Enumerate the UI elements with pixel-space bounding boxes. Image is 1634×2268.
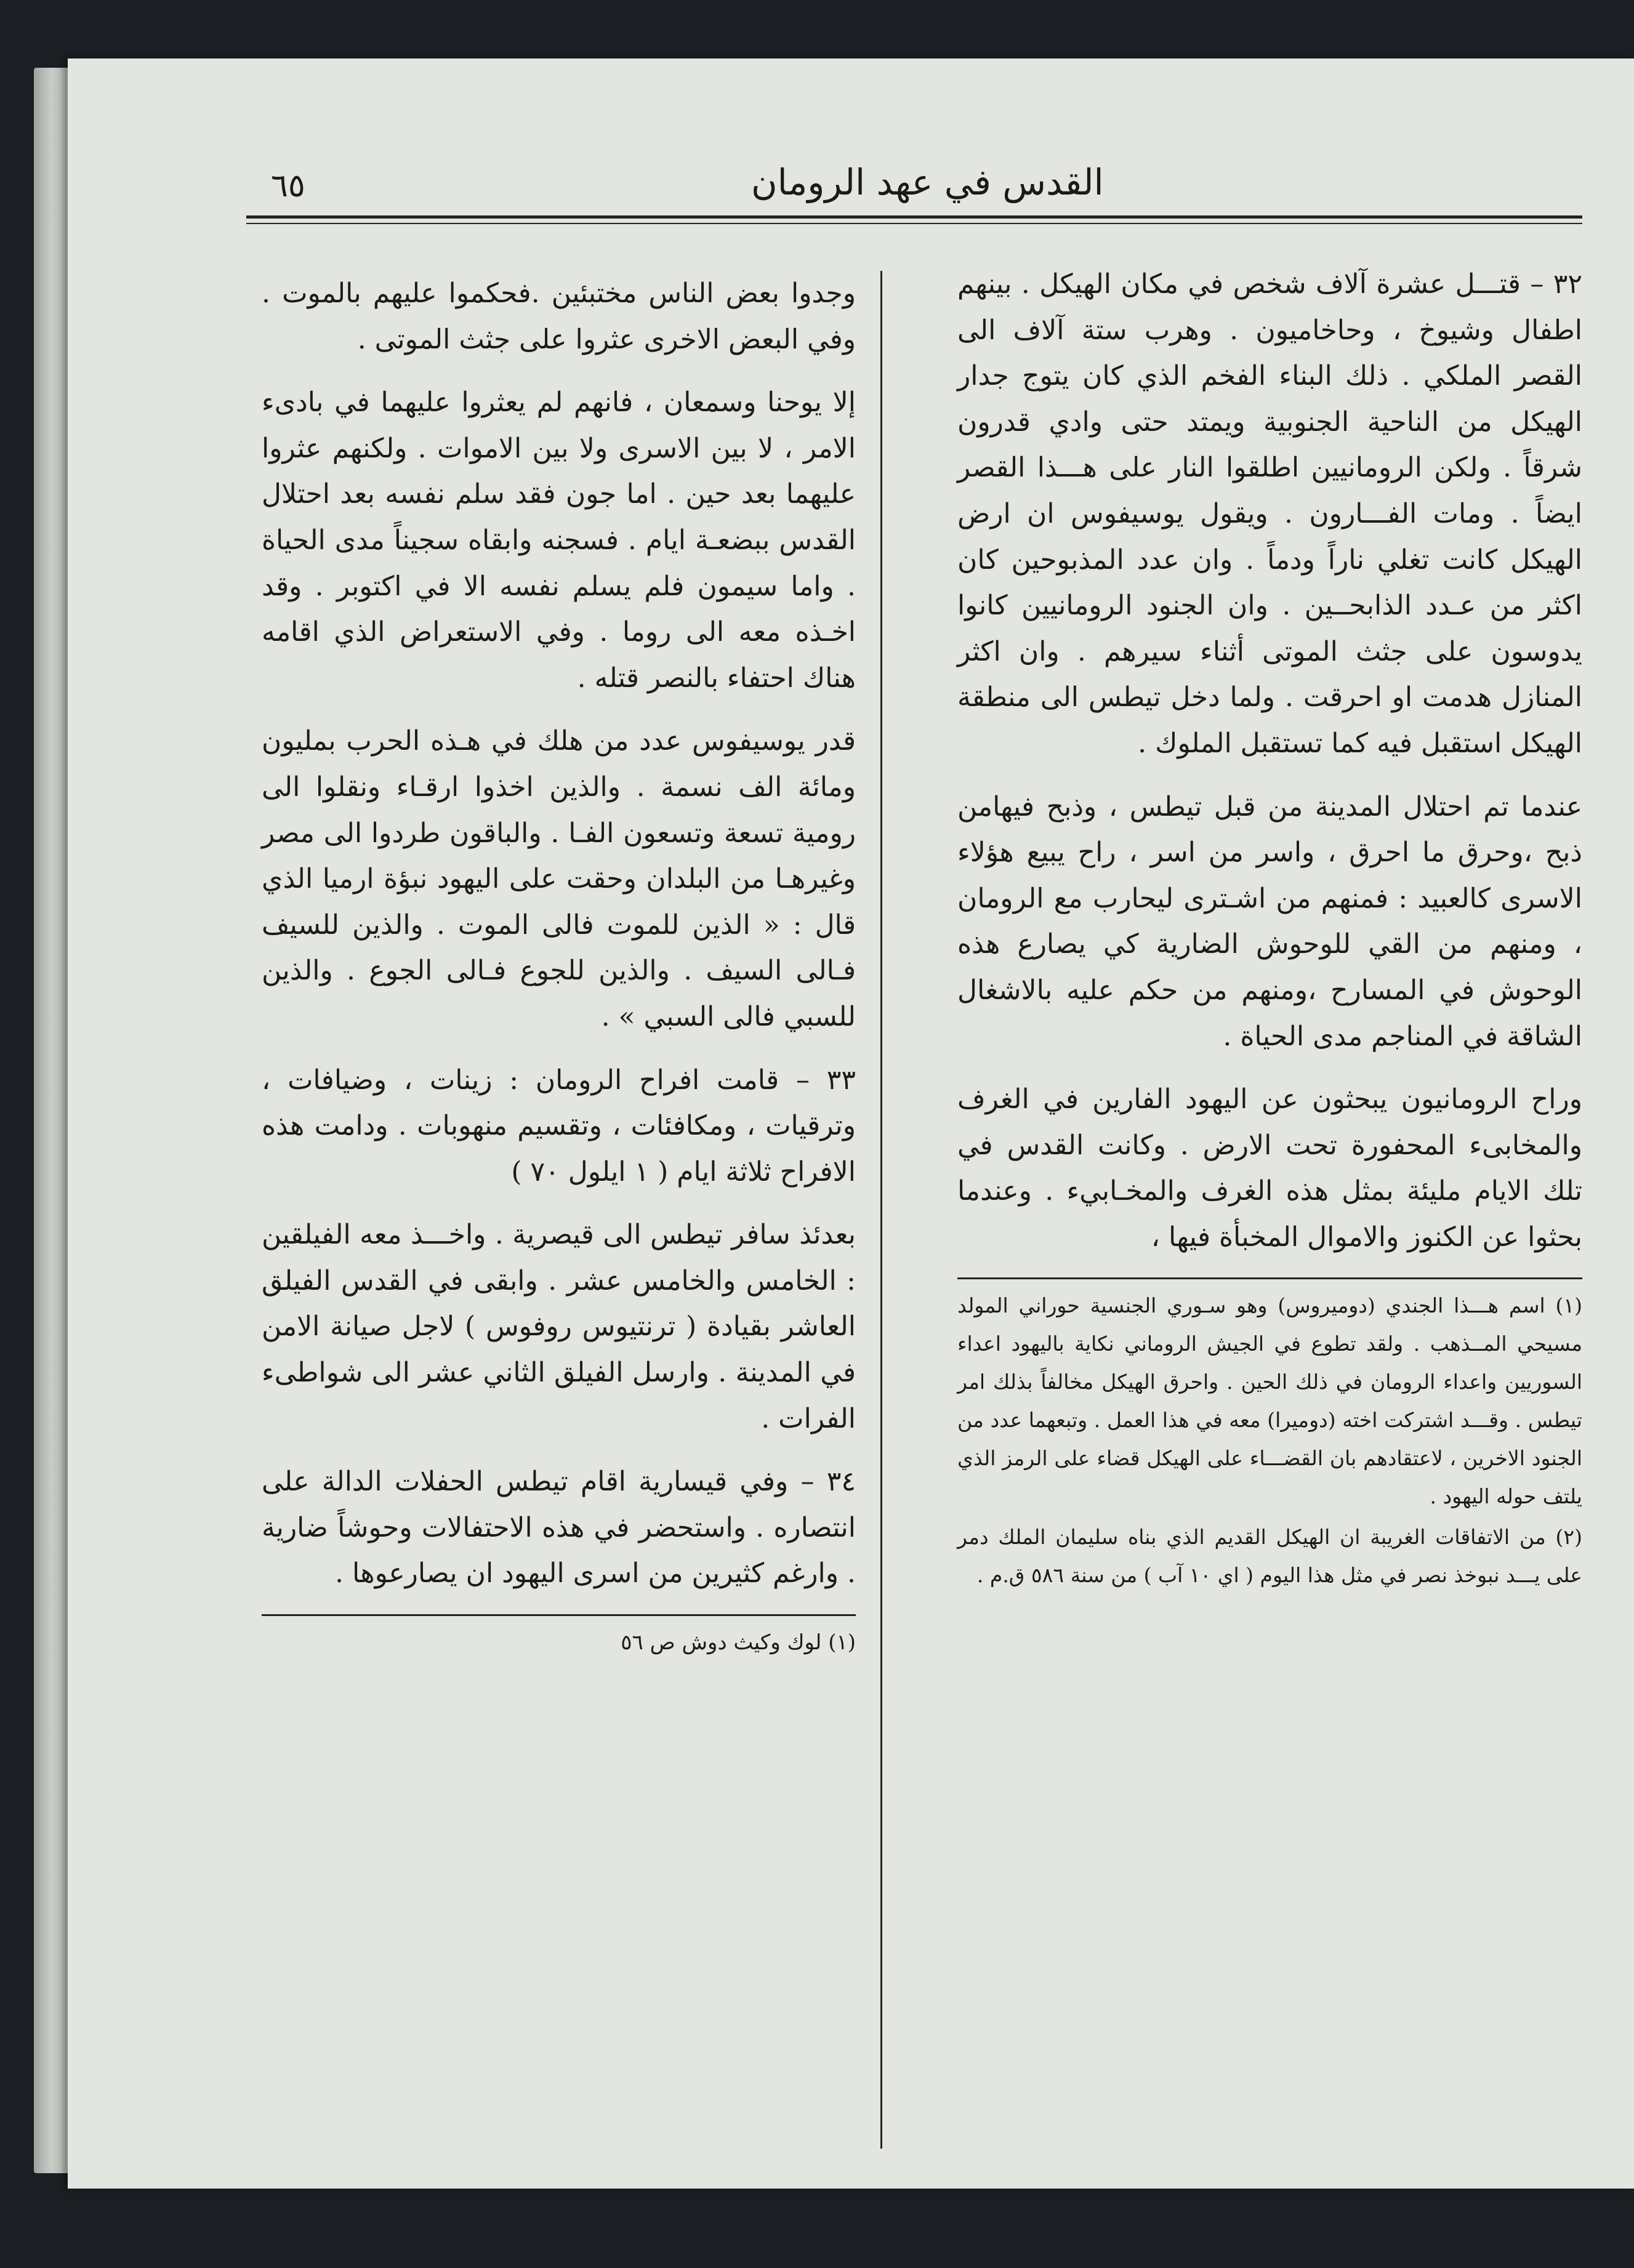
footnote: (١) اسم هـــذا الجندي (دوميروس) وهو سـوري الجنسية حوراني المولد مسيحي المــذهب . ولقد تطوع في الجيش الروماني نكاية باليهود اعداء السوريين واعداء الرومان في ذلك الحين . واحرق الهيكل مخالفاً بذلك امر تيطس . وقـــد اشتركت اخته (دوميرا) معه في هذا العمل . وتبعهما عدد من الجنود الاخرين ، لاعتقادهم بان القضـــاء على الهيكل قضاء على الرمز الذي يلتف حوله اليهود . — [957, 1293, 1583, 1509]
footnote-rule — [957, 1277, 1582, 1279]
paragraph: بعدئذ سافر تيطس الى قيصرية . واخـــذ معه الفيلقين : الخامس والخامس عشر . وابقى في القدس الفيلق العاشر بقيادة ( ترنتيوس روفوس ) لاجل صيانة الامن في المدينة . وارسل الفيلق الثاني عشر الى شواطىء الفرات . — [262, 1219, 856, 1434]
footnotes — [957, 1287, 1582, 1594]
footnote-rule — [262, 1614, 856, 1616]
right-column — [957, 262, 1582, 1597]
paragraph: عندما تم احتلال المدينة من قبل تيطس ، وذبح فيهامن ذبح ،وحرق ما احرق ، واسر من اسر ، راح يبيع هؤلاء الاسرى كالعبيد : فمنهم من اشـترى ليحارب مع الرومان ، ومنهم من القي للوحوش الضارية كي يصارع هذه الوحوش في المسارح ،ومنهم من حكم عليه بالاشغال الشاقة في المناجم مدى الحياة . — [957, 790, 1582, 1052]
paragraph: ٣٤ – وفي قيسارية اقام تيطس الحفلات الدالة على انتصاره . واستحضر في هذه الاحتفالات وحوشاً ضارية . وارغم كثيرين من اسرى اليهود ان يصارعوها . — [262, 1466, 856, 1590]
paragraph: إلا يوحنا وسمعان ، فانهم لم يعثروا عليهما في بادىء الامر ، لا بين الاسرى ولا بين الاموات . ولكنهم عثروا عليهما بعد حين . اما جون فقد سلم نفسه بعد احتلال القدس ببضعـة ايام . فسجنه وابقاه سجيناً مدى الحياة . واما سيمون فلم يسلم نفسه الا في اكتوبر . وقد اخـذه معه الى روما . وفي الاستعراض الذي اقامه هناك احتفاء بالنصر قتله . — [262, 387, 856, 694]
header-rule-thick — [246, 215, 1582, 219]
column-divider — [880, 271, 882, 2149]
running-title: القدس في عهد الرومان — [751, 161, 1104, 203]
left-column — [262, 271, 856, 1664]
page-number: ٦٥ — [271, 167, 305, 204]
footnote: (٢) من الاتفاقات الغريبة ان الهيكل القديم الذي بناه سليمان الملك دمر على يـــد نبوخذ نصر في مثل هذا اليوم ( اي ١٠ آب ) من سنة ٥٨٦ ق.م . — [957, 1525, 1582, 1588]
footnote: (١) لوك وكيث دوش ص ٥٦ — [621, 1630, 856, 1655]
paragraph: ٣٢ – قتـــل عشرة آلاف شخص في مكان الهيكل . بينهم اطفال وشيوخ ، وحاخاميون . وهرب ستة آلاف الى القصر الملكي . ذلك البناء الفخم الذي كان يتوج جدار الهيكل من الناحية الجنوبية ويمتد حتى وادي قدرون شرقاً . ولكن الرومانيين اطلقوا النار على هـــذا القصر ايضاً . ومات الفـــارون . ويقول يوسيفوس ان ارض الهيكل كانت تغلي ناراً ودماً . وان عدد المذبوحين كان اكثر من عـدد الذابحــين . وان الجنود الرومانيين كانوا يدوسون على جثث الموتى أثناء سيرهم . وان اكثر المنازل هدمت او احرقت . ولما دخل تيطس الى منطقة الهيكل استقبل فيه كما تستقبل الملوك . — [957, 268, 1582, 759]
paragraph: وراح الرومانيون يبحثون عن اليهود الفارين في الغرف والمخابىء المحفورة تحت الارض . وكانت القدس في تلك الايام مليئة بمثل هذه الغرف والمخـابيء . وعندما بحثوا عن الكنوز والاموال المخبأة فيها ، — [957, 1084, 1582, 1253]
footnotes — [262, 1623, 856, 1662]
paragraph: ٣٣ – قامت افراح الرومان : زينات ، وضيافات ، وترقيات ، ومكافئات ، وتقسيم منهوبات . ودامت هذه الافراح ثلاثة ايام ( ١ ايلول ٧٠ ) — [262, 1064, 856, 1188]
header-rule-thin — [246, 223, 1582, 224]
paragraph: وجدوا بعض الناس مختبئين .فحكموا عليهم بالموت . وفي البعض الاخرى عثروا على جثث الموتى . — [262, 278, 856, 355]
paragraph: قدر يوسيفوس عدد من هلك في هـذه الحرب بمليون ومائة الف نسمة . والذين اخذوا ارقـاء ونقلوا الى رومية تسعة وتسعون الفـا . والباقون طردوا الى مصر وغيرهـا من البلدان وحقت على اليهود نبؤة ارميا الذي قال : « الذين للموت فالى الموت . والذين للسيف فـالى السيف . والذين للجوع فـالى الجوع . والذين للسبي فالى السبي » . — [262, 725, 856, 1032]
